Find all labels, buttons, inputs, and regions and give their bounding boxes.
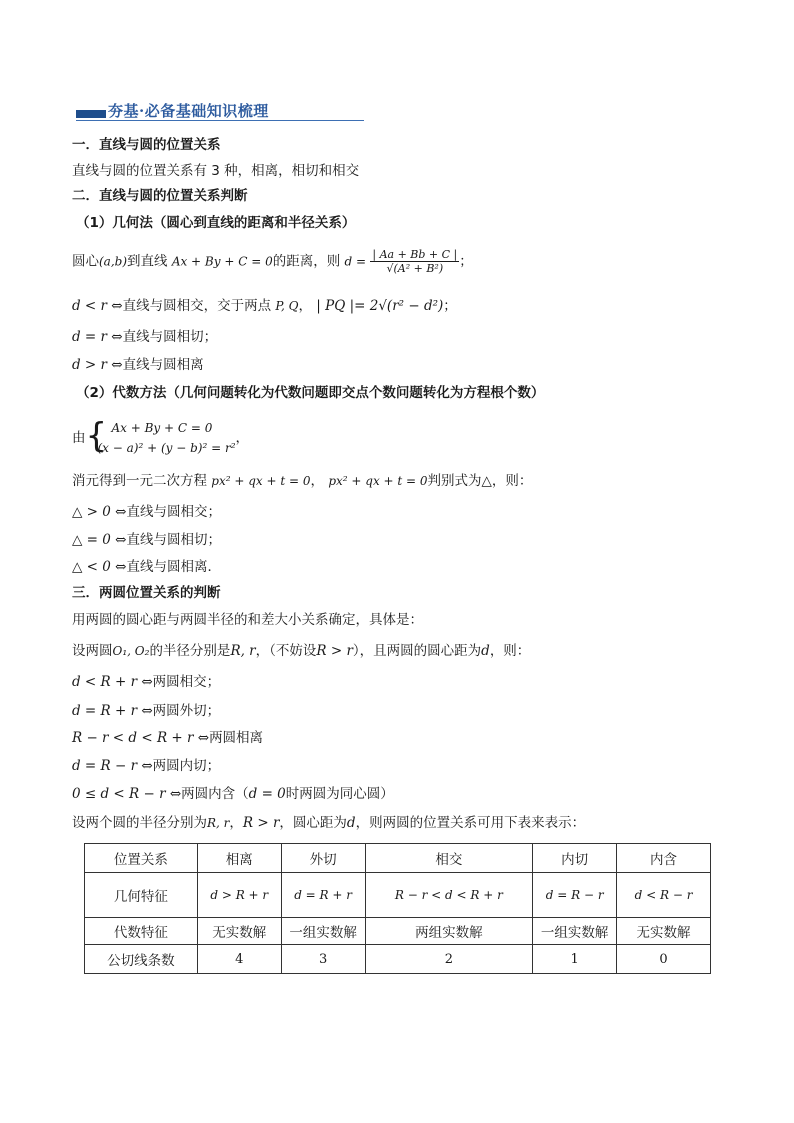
banner-title: 夯基·必备基础知识梳理 [108, 102, 269, 120]
circle-case-external-tangent: d = R + r ⇔两圆外切； [72, 703, 221, 719]
table-row-label: 公切线条数 [85, 945, 198, 974]
brace-symbol: { [85, 416, 108, 456]
table-cell: d = R + r [281, 873, 365, 918]
heading-algebraic-method: （2）代数方法（几何问题转化为代数问题即交点个数问题转化为方程根个数） [76, 385, 545, 401]
circle-case-intersect: d < R + r ⇔两圆相交； [72, 674, 221, 690]
table-cell: 4 [197, 945, 281, 974]
distance-formula-line: 圆心(a,b)到直线 Ax + By + C = 0的距离，则 d = $\frac{| Aa + Bb + C |}{\text{√(A² + B²)}}$ ； [72, 248, 473, 275]
heading-geometric-method: （1）几何法（圆心到直线的距离和半径关系） [76, 215, 356, 231]
case-separate-line: d > r ⇔直线与圆相离 [72, 357, 204, 373]
equation-system-line: 由 { Ax + By + C = 0 (x − a)² + (y − b)² = r² ， [72, 416, 250, 456]
table-cell: 0 [617, 945, 711, 974]
circle-case-separate: R − r < d < R + r ⇔两圆相离 [72, 730, 264, 746]
table-cell: d > R + r [197, 873, 281, 918]
circle-case-contained: 0 ≤ d < R − r ⇔两圆内含（d = 0时两圆为同心圆） [72, 786, 394, 802]
table-cell: 2 [365, 945, 533, 974]
heading-section-1: 一．直线与圆的位置关系 [72, 137, 221, 153]
heading-section-2: 二．直线与圆的位置关系判断 [72, 188, 248, 204]
table-header-cell: 位置关系 [85, 844, 198, 873]
table-row-label: 代数特征 [85, 918, 198, 945]
paragraph-section-1: 直线与圆的位置关系有 3 种，相离，相切和相交 [72, 163, 360, 179]
table-cell: 一组实数解 [281, 918, 365, 945]
discriminant-zero-line: △ = 0 ⇔直线与圆相切； [72, 532, 221, 548]
table-cell: d < R − r [617, 873, 711, 918]
table-row-geometric [85, 873, 711, 918]
table-row-tangent-count [85, 945, 711, 974]
paragraph-two-circles-intro: 用两圆的圆心距与两圆半径的和差大小关系确定，具体是： [72, 612, 423, 628]
table-header-cell: 内含 [617, 844, 711, 873]
table-cell: d = R − r [533, 873, 617, 918]
two-circles-setup-line: 设两圆O₁, O₂的半径分别是R, r，（不妨设R > r），且两圆的圆心距为d，则： [72, 643, 531, 659]
circle-case-internal-tangent: d = R − r ⇔两圆内切； [72, 758, 221, 774]
table-header-cell: 内切 [533, 844, 617, 873]
table-row-algebraic [85, 918, 711, 945]
equation-system: { Ax + By + C = 0 (x − a)² + (y − b)² = r² [85, 416, 236, 456]
discriminant-positive-line: △ > 0 ⇔直线与圆相交； [72, 504, 221, 520]
heading-section-3: 三．两圆位置关系的判断 [72, 585, 221, 601]
discriminant-negative-line: △ < 0 ⇔直线与圆相离． [72, 559, 221, 575]
table-header-row [85, 844, 711, 873]
case-tangent-line: d = r ⇔直线与圆相切； [72, 329, 218, 345]
table-cell: 3 [281, 945, 365, 974]
table-cell: 无实数解 [197, 918, 281, 945]
elimination-line: 消元得到一元二次方程 px² + qx + t = 0， px² + qx + t = 0判别式为△，则： [72, 473, 533, 489]
table-cell: 一组实数解 [533, 918, 617, 945]
table-cell: 两组实数解 [365, 918, 533, 945]
table-cell: R − r < d < R + r [365, 873, 533, 918]
table-header-cell: 相交 [365, 844, 533, 873]
table-intro-line: 设两个圆的半径分别为R, r，R > r，圆心距为d，则两圆的位置关系可用下表来表示： [72, 815, 586, 831]
table-cell: 1 [533, 945, 617, 974]
banner-accent-bar [76, 110, 106, 118]
table-row-label: 几何特征 [85, 873, 198, 918]
table-header-cell: 外切 [281, 844, 365, 873]
table-cell: 无实数解 [617, 918, 711, 945]
banner-underline [76, 120, 364, 121]
table-header-cell: 相离 [197, 844, 281, 873]
distance-fraction: $\frac{| Aa + Bb + C |}{\text{√(A² + B²)}}$ [372, 248, 458, 275]
circle-relation-table [84, 843, 711, 974]
case-intersect-line: d < r ⇔直线与圆相交，交于两点 P, Q， | PQ |= 2√(r² − d²)； [72, 298, 457, 314]
section-banner [76, 100, 364, 122]
